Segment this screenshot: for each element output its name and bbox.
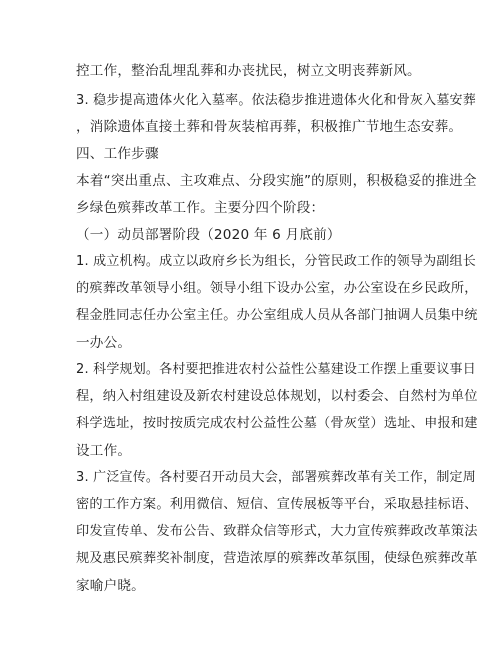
text-line: ，消除遗体直接土葬和骨灰装棺再葬，积极推广节地生态安葬。: [76, 119, 463, 135]
text-line: 规及惠民殡葬奖补制度，营造浓厚的殡葬改革氛围，使绿色殡葬改革: [76, 551, 478, 566]
text-line: 1. 成立机构。成立以政府乡长为组长，分管民政工作的领导为副组长: [76, 254, 476, 269]
text-line: 密的工作方案。利用微信、短信、宣传展板等平台，采取悬挂标语、: [76, 497, 478, 512]
section-heading: 四、工作步骤: [76, 146, 159, 162]
text-line: 程，纳入村组建设及新农村建设总体规划，以村委会、自然村为单位: [76, 389, 478, 404]
text-line: 科学选址，按时按质完成农村公益性公墓（骨灰堂）选址、申报和建: [76, 416, 478, 431]
text-line: 程金胜同志任办公室主任。办公室组成人员从各部门抽调人员集中统: [76, 308, 478, 323]
text-line: 2. 科学规划。各村要把推进农村公益性公墓建设工作摆上重要议事日: [76, 362, 476, 377]
text-line: 印发宣传单、发布公告、致群众信等形式，大力宣传殡葬政改革策法: [76, 524, 478, 539]
text-line: 3. 稳步提高遗体火化入墓率。依法稳步推进遗体火化和骨灰入墓安葬: [76, 93, 476, 108]
text-line: 控工作，整治乱埋乱葬和办丧扰民，树立文明丧葬新风。: [76, 63, 421, 79]
text-line: 3. 广泛宣传。各村要召开动员大会，部署殡葬改革有关工作，制定周: [76, 470, 476, 485]
text-line: 设工作。: [76, 443, 132, 459]
text-line: 本着“突出重点、主攻难点、分段实施”的原则，积极稳妥的推进全: [76, 173, 477, 189]
text-line: 一办公。: [76, 335, 132, 351]
text-line: 的殡葬改革领导小组。领导小组下设办公室，办公室设在乡民政所，: [76, 281, 478, 296]
text-line: 乡绿色殡葬改革工作。主要分四个阶段：: [76, 200, 325, 216]
text-line: 家喻户晓。: [76, 578, 145, 594]
subsection-heading: （一）动员部署阶段（2020 年 6 月底前）: [76, 227, 341, 243]
